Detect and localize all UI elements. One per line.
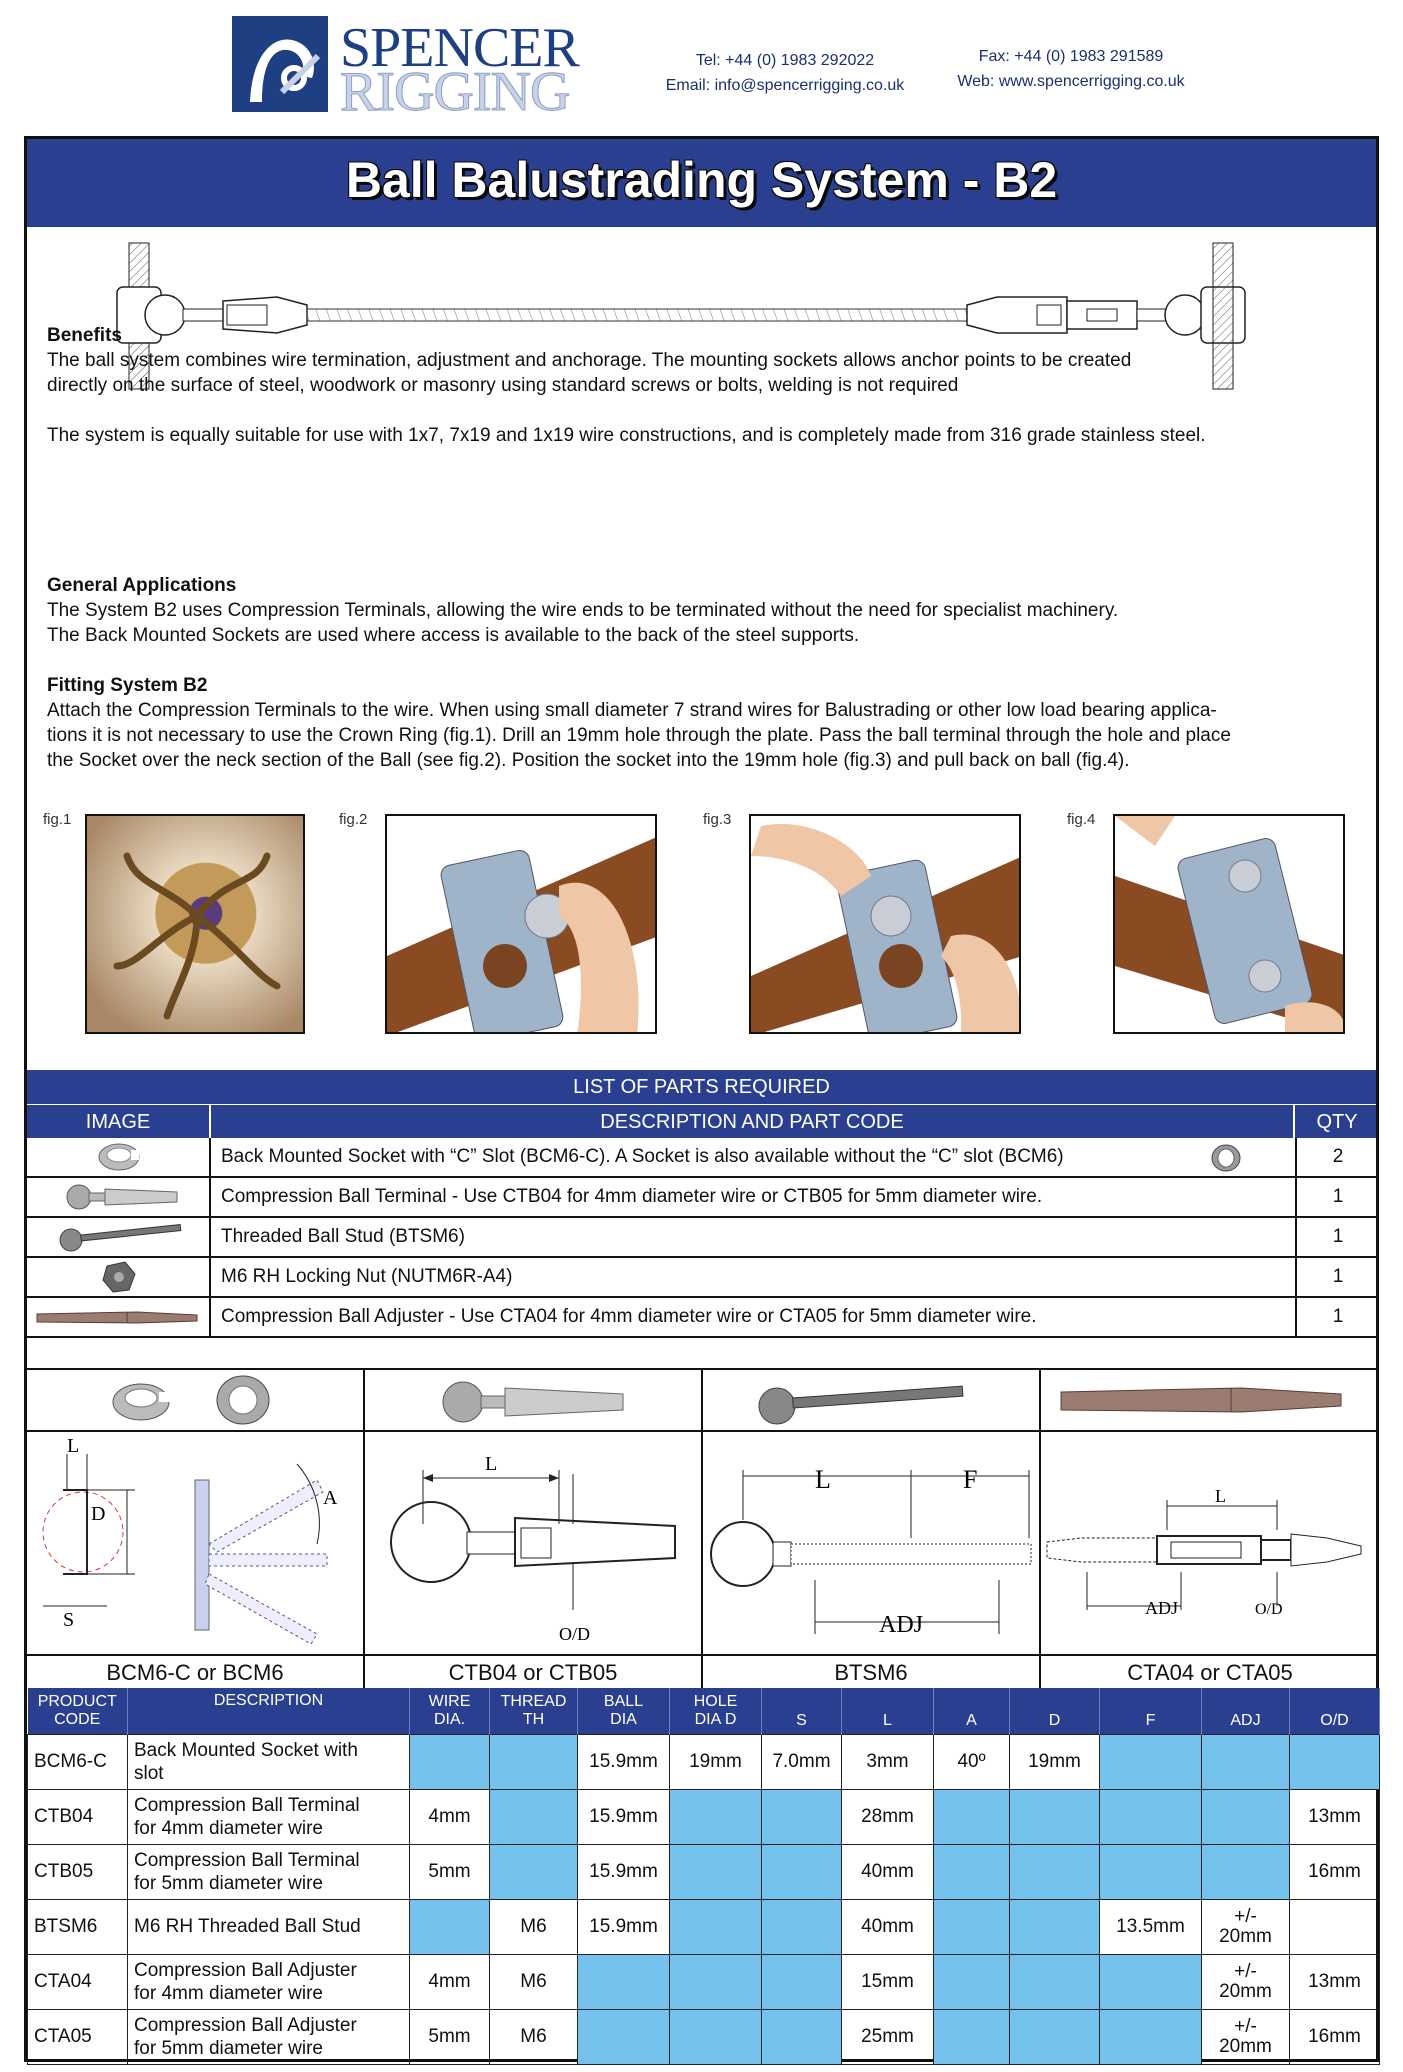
ball-terminal-icon: [27, 1178, 211, 1216]
btsm6-dimension-drawing: [703, 1434, 1041, 1652]
th-d: D: [1010, 1688, 1100, 1734]
col-image-header: IMAGE: [27, 1105, 211, 1139]
cell-hole: [670, 1844, 762, 1899]
dim-label-f: F: [963, 1465, 978, 1494]
dim-label-l: L: [67, 1435, 80, 1457]
parts-qty: 1: [1295, 1298, 1379, 1336]
parts-desc: Compression Ball Adjuster - Use CTA04 for 4mm diameter wire or CTA05 for 5mm diameter wire.: [221, 1306, 1037, 1327]
cell-l: 15mm: [842, 1954, 934, 2009]
cell-l: 28mm: [842, 1789, 934, 1844]
socket-c-slot-icon: [27, 1138, 211, 1176]
cell-s: [762, 2009, 842, 2064]
cell-f: [1100, 1844, 1202, 1899]
cell-l: 3mm: [842, 1734, 934, 1789]
table-row: [28, 2009, 1380, 2064]
parts-image-cell: [27, 1138, 211, 1176]
cell-d: [1010, 1954, 1100, 2009]
fitting-line-3: the Socket over the neck section of the Ball (see fig.2). Position the socket into the 19mm hole (fig.3) and pull back on ball (fig.4).: [47, 750, 1130, 771]
pull-back-ball-icon: [1115, 816, 1345, 1034]
cell-code: CTA05: [28, 2009, 128, 2064]
cell-d: 19mm: [1010, 1734, 1100, 1789]
fax-text: Fax: +44 (0) 1983 291589: [978, 48, 1164, 65]
dim-label-adj: ADJ: [879, 1612, 924, 1638]
cell-thread: M6: [490, 1954, 578, 2009]
fig4-label: fig.4: [1067, 811, 1096, 828]
cell-s: 7.0mm: [762, 1734, 842, 1789]
diagram-bcm6: [27, 1370, 365, 1690]
th-a: A: [934, 1688, 1010, 1734]
th-hole-dia: HOLE DIA D: [670, 1688, 762, 1734]
cell-ball: 15.9mm: [578, 1789, 670, 1844]
fig2-photo: [385, 814, 657, 1034]
dim-label-l: L: [485, 1453, 498, 1475]
dim-label-l: L: [815, 1465, 831, 1494]
cell-wire: 4mm: [410, 1954, 490, 2009]
diagram-ctb: [365, 1370, 703, 1690]
cell-od: [1290, 1734, 1380, 1789]
page-title: Ball Balustrading System - B2: [345, 152, 1058, 208]
th-wire-dia: WIRE DIA.: [410, 1688, 490, 1734]
cell-f: [1100, 1954, 1202, 2009]
contact-phone-email: [650, 48, 920, 98]
cell-adj: +/- 20mm: [1202, 2009, 1290, 2064]
logo-line-rigging: RIGGING: [340, 61, 570, 123]
ball-terminal-photo-icon: [365, 1370, 703, 1432]
cell-f: 13.5mm: [1100, 1899, 1202, 1954]
cell-adj: [1202, 1789, 1290, 1844]
diagram-caption: BCM6-C or BCM6: [27, 1654, 363, 1690]
col-qty-header: QTY: [1316, 1111, 1358, 1133]
tel-text: Tel: +44 (0) 1983 292022: [695, 52, 875, 69]
general-line-1: The System B2 uses Compression Terminals, allowing the wire ends to be terminated without the need for specialist machinery.: [47, 600, 1119, 621]
bcm6-dimension-drawing: [27, 1434, 365, 1652]
ctb-dimension-drawing: [365, 1434, 703, 1652]
parts-row: [27, 1298, 1376, 1338]
th-product-code: PRODUCT CODE: [28, 1688, 128, 1734]
cell-ball: [578, 2009, 670, 2064]
th-od: O/D: [1290, 1688, 1380, 1734]
cell-a: [934, 1844, 1010, 1899]
parts-column-headers: [27, 1104, 1376, 1138]
cell-code: CTB05: [28, 1844, 128, 1899]
cell-thread: [490, 1789, 578, 1844]
cell-desc: Compression Ball Adjuster for 4mm diameter wire: [128, 1954, 410, 2009]
parts-row: [27, 1258, 1376, 1298]
dim-label-s: S: [63, 1609, 75, 1631]
diagram-caption: CTB04 or CTB05: [365, 1654, 701, 1690]
fig4-photo: [1113, 814, 1345, 1034]
th-thread: THREAD TH: [490, 1688, 578, 1734]
cell-adj: [1202, 1844, 1290, 1899]
cell-code: BTSM6: [28, 1899, 128, 1954]
general-heading: General Applications: [47, 575, 237, 596]
table-row: [28, 1844, 1380, 1899]
fitting-line-2: tions it is not necessary to use the Crown Ring (fig.1). Drill an 19mm hole through the plate. Pass the ball terminal through the hole and place: [47, 725, 1231, 746]
benefits-heading: Benefits: [47, 325, 122, 346]
fig2-label: fig.2: [339, 811, 368, 828]
parts-image-cell: [27, 1258, 211, 1296]
diagram-btsm6: [703, 1370, 1041, 1690]
th-f: F: [1100, 1688, 1202, 1734]
table-row: [28, 1954, 1380, 2009]
logo-emblem-icon: [232, 16, 328, 112]
cell-code: CTA04: [28, 1954, 128, 2009]
cell-ball: [578, 1954, 670, 2009]
parts-desc: Threaded Ball Stud (BTSM6): [221, 1226, 465, 1247]
cell-code: BCM6-C: [28, 1734, 128, 1789]
cell-a: [934, 2009, 1010, 2064]
th-s: S: [762, 1688, 842, 1734]
cell-code: CTB04: [28, 1789, 128, 1844]
dimension-diagrams: [27, 1368, 1376, 1688]
col-desc-header: DESCRIPTION AND PART CODE: [211, 1105, 1295, 1139]
cell-desc: Compression Ball Terminal for 5mm diameter wire: [128, 1844, 410, 1899]
parts-row: [27, 1178, 1376, 1218]
cell-desc: Back Mounted Socket with slot: [128, 1734, 410, 1789]
general-applications-section: [47, 573, 1367, 648]
socket-no-slot-icon: [1209, 1142, 1243, 1174]
cell-wire: 4mm: [410, 1789, 490, 1844]
th-adj: ADJ: [1202, 1688, 1290, 1734]
fig1-label: fig.1: [43, 811, 72, 828]
cell-f: [1100, 1734, 1202, 1789]
diagram-cta: [1041, 1370, 1379, 1690]
crown-ring-icon: [87, 816, 305, 1034]
parts-qty: 1: [1295, 1218, 1379, 1256]
table-row: [28, 1789, 1380, 1844]
th-l: L: [842, 1688, 934, 1734]
parts-qty: 2: [1295, 1138, 1379, 1176]
cell-desc: Compression Ball Terminal for 4mm diameter wire: [128, 1789, 410, 1844]
cell-l: 40mm: [842, 1899, 934, 1954]
cell-thread: [490, 1734, 578, 1789]
fitting-line-1: Attach the Compression Terminals to the wire. When using small diameter 7 strand wires for Balustrading or other low load bearing applica-: [47, 700, 1217, 721]
fig1-crown-ring-photo: [85, 814, 305, 1034]
cell-od: 13mm: [1290, 1954, 1380, 2009]
dim-label-a: A: [323, 1487, 338, 1509]
cell-thread: M6: [490, 1899, 578, 1954]
th-ball-dia: BALL DIA: [578, 1688, 670, 1734]
general-line-2: The Back Mounted Sockets are used where access is available to the back of the steel supports.: [47, 625, 860, 646]
cell-d: [1010, 1899, 1100, 1954]
socket-photos-icon: [27, 1370, 365, 1432]
cell-a: 40º: [934, 1734, 1010, 1789]
cell-f: [1100, 2009, 1202, 2064]
fig3-photo: [749, 814, 1021, 1034]
cell-wire: [410, 1899, 490, 1954]
cell-hole: [670, 1899, 762, 1954]
cell-s: [762, 1899, 842, 1954]
benefits-line-1: The ball system combines wire termination, adjustment and anchorage. The mounting sockets allows anchor points to be created: [47, 350, 1132, 371]
cell-wire: [410, 1734, 490, 1789]
diagram-caption: BTSM6: [703, 1654, 1039, 1690]
ball-adjuster-icon: [27, 1298, 211, 1336]
fitting-section: [47, 673, 1367, 773]
parts-row: [27, 1138, 1376, 1178]
cell-ball: 15.9mm: [578, 1899, 670, 1954]
benefits-section: [47, 323, 1367, 448]
cell-s: [762, 1844, 842, 1899]
cell-thread: [490, 1844, 578, 1899]
web-link[interactable]: Web: www.spencerrigging.co.uk: [957, 73, 1185, 90]
cell-od: [1290, 1899, 1380, 1954]
cell-l: 40mm: [842, 1844, 934, 1899]
parts-image-cell: [27, 1218, 211, 1256]
cell-d: [1010, 1789, 1100, 1844]
datasheet-frame: [24, 136, 1379, 2062]
parts-desc: M6 RH Locking Nut (NUTM6R-A4): [221, 1266, 513, 1287]
parts-image-cell: [27, 1298, 211, 1336]
cta-dimension-drawing: [1041, 1434, 1379, 1652]
cell-desc: Compression Ball Adjuster for 5mm diameter wire: [128, 2009, 410, 2064]
lock-nut-icon: [27, 1258, 211, 1296]
cell-adj: +/- 20mm: [1202, 1899, 1290, 1954]
logo-line-spencer: SPENCER: [340, 17, 579, 79]
socket-into-hole-icon: [751, 816, 1021, 1034]
diagram-caption: CTA04 or CTA05: [1041, 1654, 1379, 1690]
dim-label-od: O/D: [559, 1624, 590, 1644]
table-row: [28, 1899, 1380, 1954]
parts-image-cell: [27, 1178, 211, 1216]
cell-wire: 5mm: [410, 2009, 490, 2064]
spec-header-row: [28, 1688, 1380, 1734]
cell-adj: [1202, 1734, 1290, 1789]
cell-a: [934, 1954, 1010, 2009]
dim-label-adj: ADJ: [1145, 1598, 1179, 1618]
threaded-stud-photo-icon: [703, 1370, 1041, 1432]
cell-thread: M6: [490, 2009, 578, 2064]
cell-l: 25mm: [842, 2009, 934, 2064]
cell-od: 16mm: [1290, 2009, 1380, 2064]
cell-adj: +/- 20mm: [1202, 1954, 1290, 2009]
title-bar: [27, 139, 1376, 227]
parts-qty: 1: [1295, 1178, 1379, 1216]
cell-ball: 15.9mm: [578, 1844, 670, 1899]
cell-hole: [670, 1789, 762, 1844]
cell-desc: M6 RH Threaded Ball Stud: [128, 1899, 410, 1954]
fitting-heading: Fitting System B2: [47, 675, 208, 696]
cell-od: 16mm: [1290, 1844, 1380, 1899]
table-row: [28, 1734, 1380, 1789]
cell-hole: 19mm: [670, 1734, 762, 1789]
cell-a: [934, 1899, 1010, 1954]
parts-desc: Back Mounted Socket with “C” Slot (BCM6-C). A Socket is also available without the “C” slot (BCM6): [221, 1146, 1064, 1167]
parts-desc: Compression Ball Terminal - Use CTB04 for 4mm diameter wire or CTB05 for 5mm diameter wire.: [221, 1186, 1043, 1207]
dim-label-d: D: [91, 1503, 106, 1525]
dim-label-l: L: [1215, 1486, 1226, 1506]
cell-od: 13mm: [1290, 1789, 1380, 1844]
parts-qty: 1: [1295, 1258, 1379, 1296]
th-description: DESCRIPTION: [128, 1688, 410, 1734]
cell-hole: [670, 2009, 762, 2064]
contact-fax-web: [936, 44, 1206, 94]
benefits-para-2: The system is equally suitable for use with 1x7, 7x19 and 1x19 wire constructions, and is completely made from 316 grade stainless steel.: [47, 425, 1206, 446]
benefits-line-2: directly on the surface of steel, woodwork or masonry using standard screws or bolts, welding is not required: [47, 375, 959, 396]
fig3-label: fig.3: [703, 811, 732, 828]
email-text[interactable]: Email: info@spencerrigging.co.uk: [665, 77, 905, 94]
cell-ball: 15.9mm: [578, 1734, 670, 1789]
cell-s: [762, 1789, 842, 1844]
threaded-stud-icon: [27, 1218, 211, 1256]
cell-s: [762, 1954, 842, 2009]
parts-list-heading: LIST OF PARTS REQUIRED: [27, 1070, 1376, 1104]
specification-table: [27, 1688, 1380, 2065]
parts-row: [27, 1218, 1376, 1258]
ball-adjuster-photo-icon: [1041, 1370, 1379, 1432]
cell-f: [1100, 1789, 1202, 1844]
dim-label-od: O/D: [1255, 1601, 1283, 1618]
cell-a: [934, 1789, 1010, 1844]
cell-d: [1010, 2009, 1100, 2064]
cell-wire: 5mm: [410, 1844, 490, 1899]
cell-hole: [670, 1954, 762, 2009]
socket-on-ball-icon: [387, 816, 657, 1034]
cell-d: [1010, 1844, 1100, 1899]
company-logo: [232, 16, 592, 123]
